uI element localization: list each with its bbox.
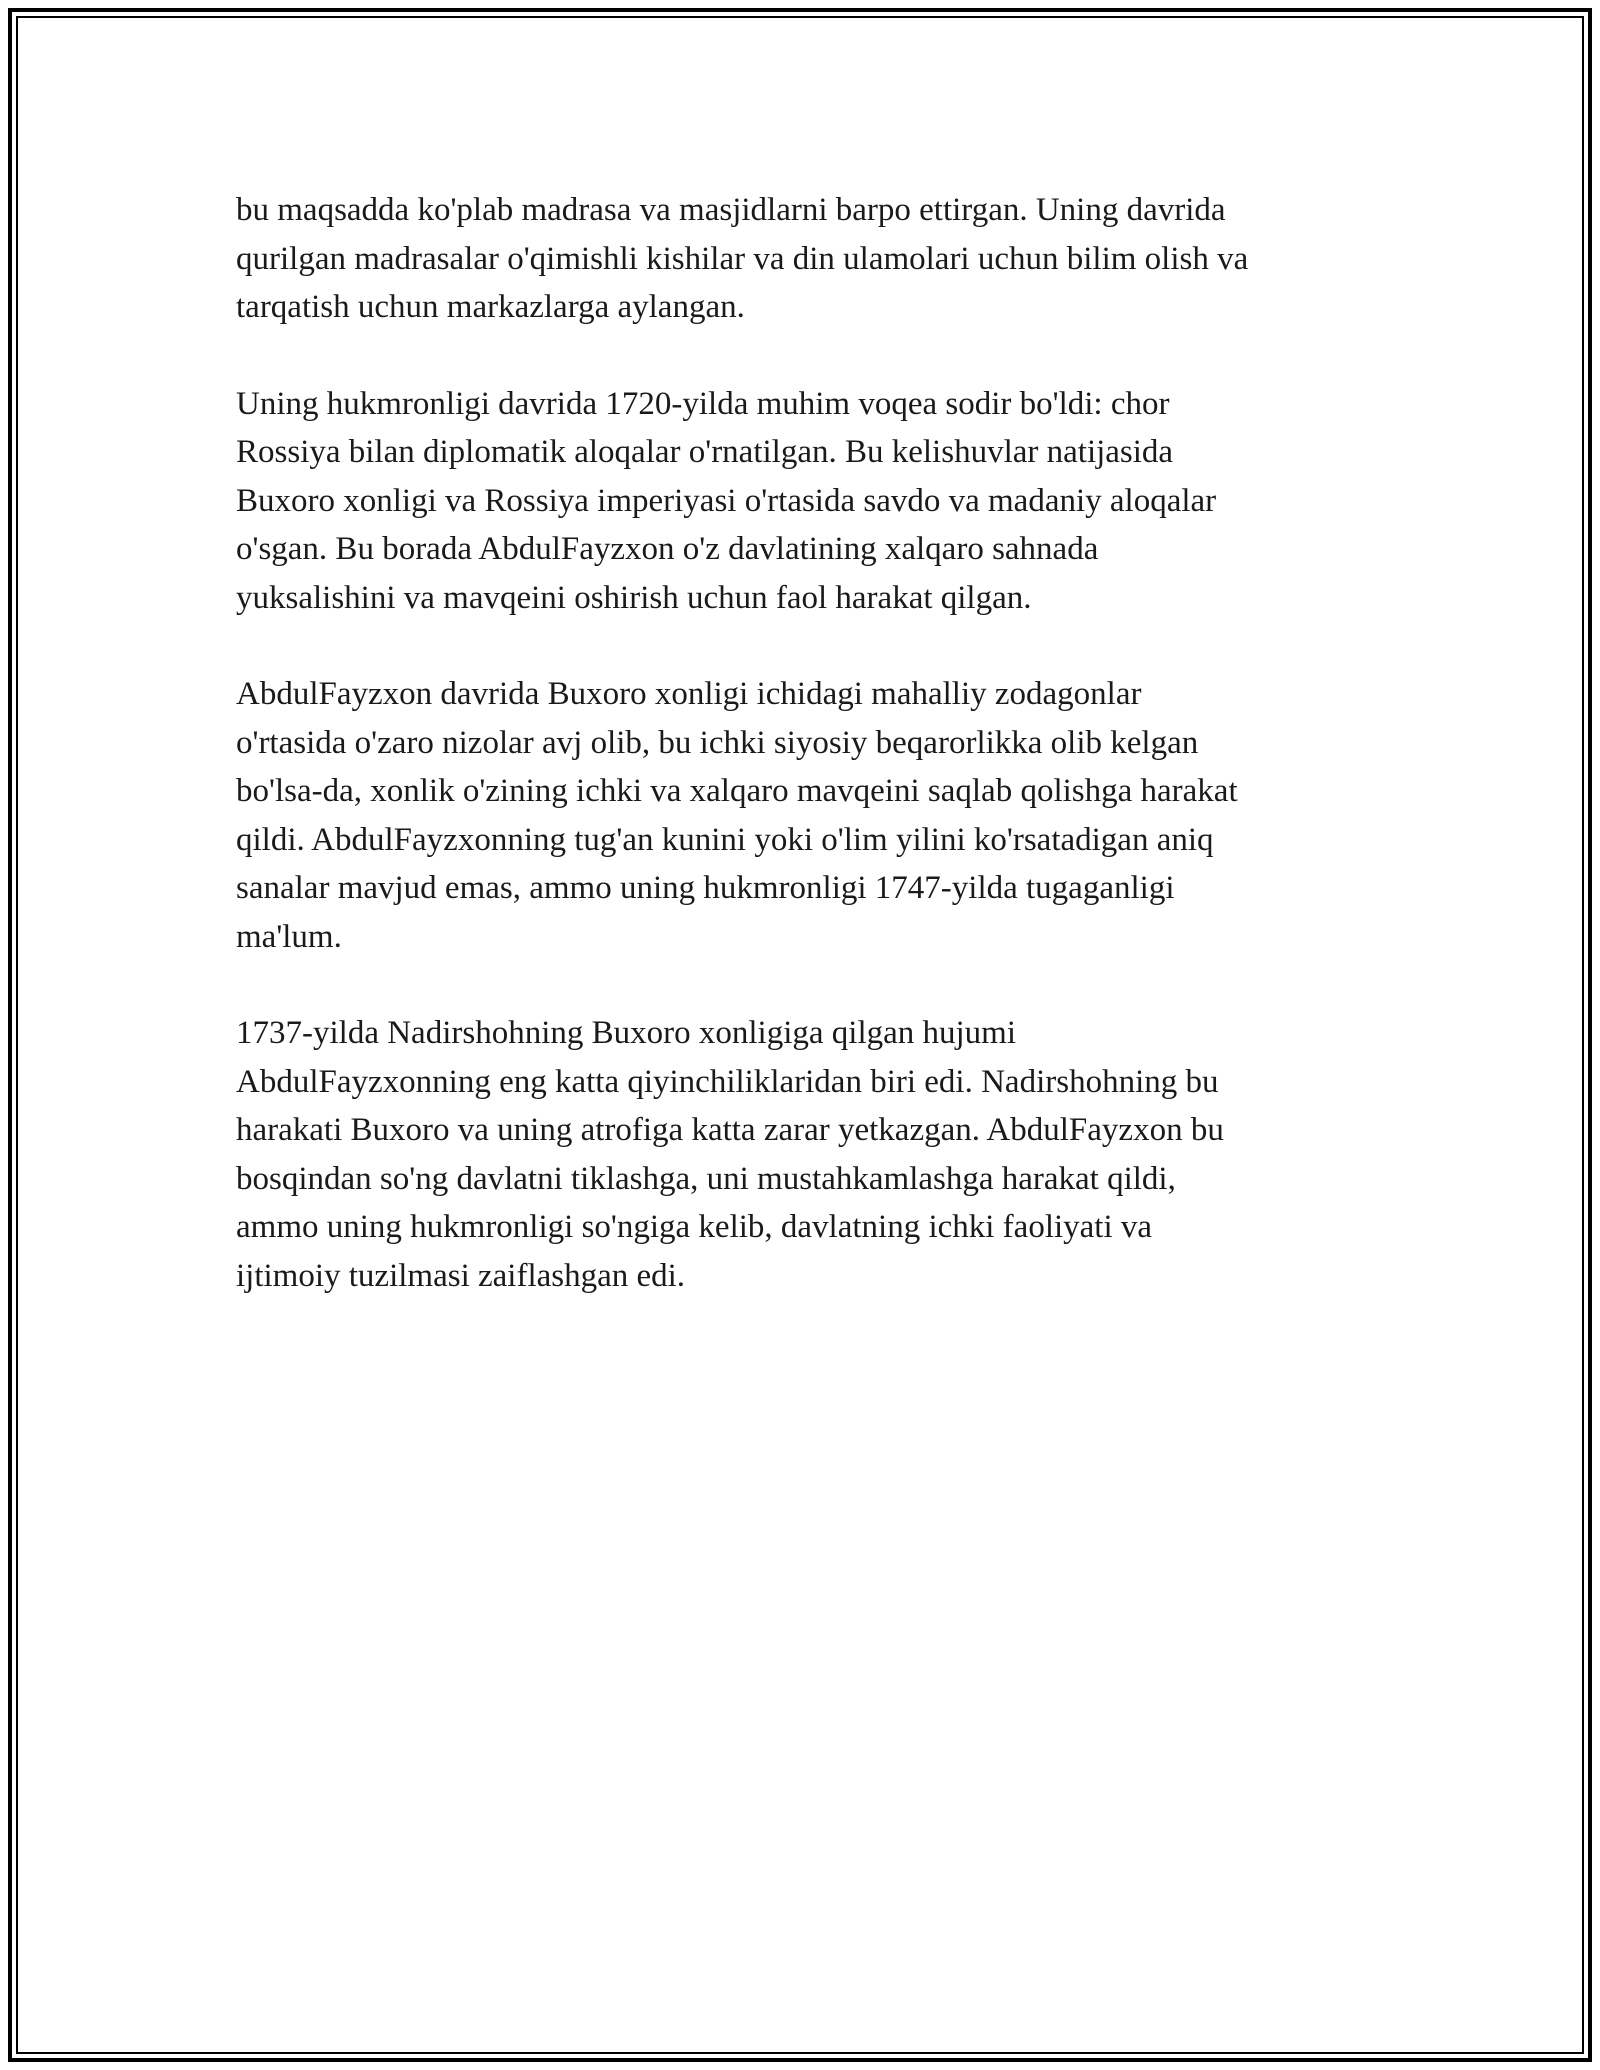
paragraph-russia-relations: Uning hukmronligi davrida 1720-yilda muhim voqea sodir bo'ldi: chor Rossiya bilan diplomatik aloqalar o'rnatilgan. Bu kelishuvlar natijasida Buxoro xonligi va Rossiya imperiyasi o'rtasida savdo va madaniy aloqalar o'sgan. Bu borada AbdulFayzxon o'z davlatining xalqaro sahnada yuksalishini va mavqeini oshirish uchun faol harakat qilgan. bbox=[236, 385, 1217, 616]
paragraph-nadir-shah-invasion: 1737-yilda Nadirshohning Buxoro xonligiga qilgan hujumi AbdulFayzxonning eng katta qiyinchiliklaridan biri edi. Nadirshohning bu harakati Buxoro va uning atrofiga katta zarar yetkazgan. AbdulFayzxon bu bosqindan so'ng davlatni tiklashga, uni mustahkamlashga harakat qildi, ammo uning hukmronligi so'ngiga kelib, davlatning ichki faoliyati va ijtimoiy tuzilmasi zaiflashgan edi. bbox=[236, 1015, 1224, 1294]
paragraph-internal-conflicts: AbdulFayzxon davrida Buxoro xonligi ichidagi mahalliy zodagonlar o'rtasida o'zaro nizolar avj olib, bu ichki siyosiy beqarorlikka olib kelgan bo'lsa-da, xonlik o'zining ichki va xalqaro mavqeini saqlab qolishga harakat qildi. AbdulFayzxonning tug'an kunini yoki o'lim yilini ko'rsatadigan aniq sanalar mavjud emas, ammo uning hukmronligi 1747-yilda tugaganligi ma'lum. bbox=[236, 676, 1238, 955]
document-body bbox=[236, 186, 1386, 1348]
paragraph-madrasas: bu maqsadda ko'plab madrasa va masjidlarni barpo ettirgan. Uning davrida qurilgan madrasalar o'qimishli kishilar va din ulamolari uchun bilim olish va tarqatish uchun markazlarga aylangan. bbox=[236, 192, 1249, 325]
